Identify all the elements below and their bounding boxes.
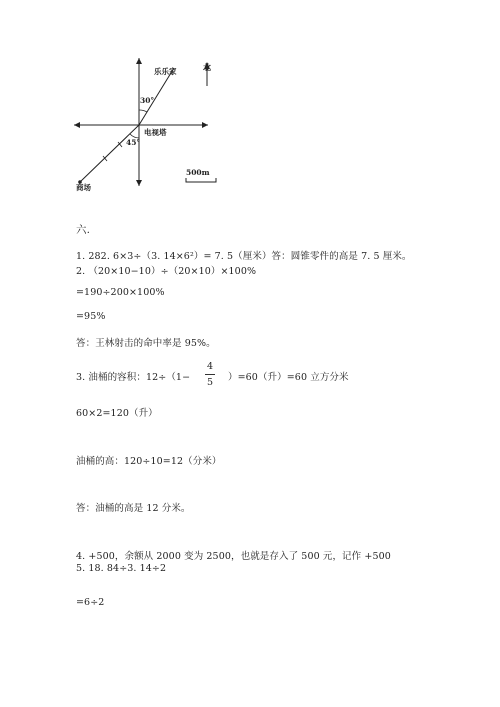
fraction-numerator: 4 (206, 361, 214, 372)
answer-line-8: 油桶的高：120÷10=12（分米） (76, 456, 222, 467)
west-arrow (74, 122, 80, 128)
answer-line-4: =95% (76, 311, 106, 322)
answer-line-10: 4. +500，余额从 2000 变为 2500，也就是存入了 500 元，记作 +500 (76, 551, 391, 562)
north-label: 北 (203, 62, 211, 72)
angle-30-label: 30° (140, 96, 155, 105)
north-axis-arrow (136, 58, 142, 64)
line-to-mall (80, 125, 139, 182)
answer-line-11: 5. 18. 84÷3. 14÷2 (76, 563, 167, 574)
fraction-denominator: 5 (206, 377, 214, 388)
answer-line-1: 1. 282. 6×3÷（3. 14×6²）= 7. 5（厘米）答：圆锥零件的高是 7. 5 厘米。 (76, 251, 412, 262)
answer-line-3: =190÷200×100% (76, 287, 165, 298)
direction-diagram (70, 52, 230, 202)
answer-line-5: 答：王林射击的命中率是 95%。 (76, 338, 216, 349)
tv-tower-label: 电视塔 (144, 128, 167, 137)
angle-45-label: 45° (126, 138, 141, 147)
mall-label: 商场 (76, 183, 91, 192)
answer-line-7: 60×2=120（升） (76, 408, 158, 419)
answer-line-2: 2. （20×10−10）÷（20×10）×100% (76, 266, 257, 277)
scale-bar (186, 178, 216, 182)
scale-label: 500m (186, 168, 210, 177)
section-title: 六. (76, 224, 91, 236)
fraction-bar (205, 374, 215, 375)
angle-arc-30 (139, 110, 147, 112)
answer-line-9: 答：油桶的高是 12 分米。 (76, 503, 191, 514)
answer-line-6-part-a: 3. 油桶的容积：12÷（1− (76, 372, 191, 383)
answer-line-12: =6÷2 (76, 597, 105, 608)
lelejia-label: 乐乐家 (154, 67, 177, 76)
answer-line-6-part-b: ）=60（升）=60 立方分米 (228, 372, 349, 383)
east-arrow (202, 122, 208, 128)
south-axis-arrow (136, 180, 142, 186)
